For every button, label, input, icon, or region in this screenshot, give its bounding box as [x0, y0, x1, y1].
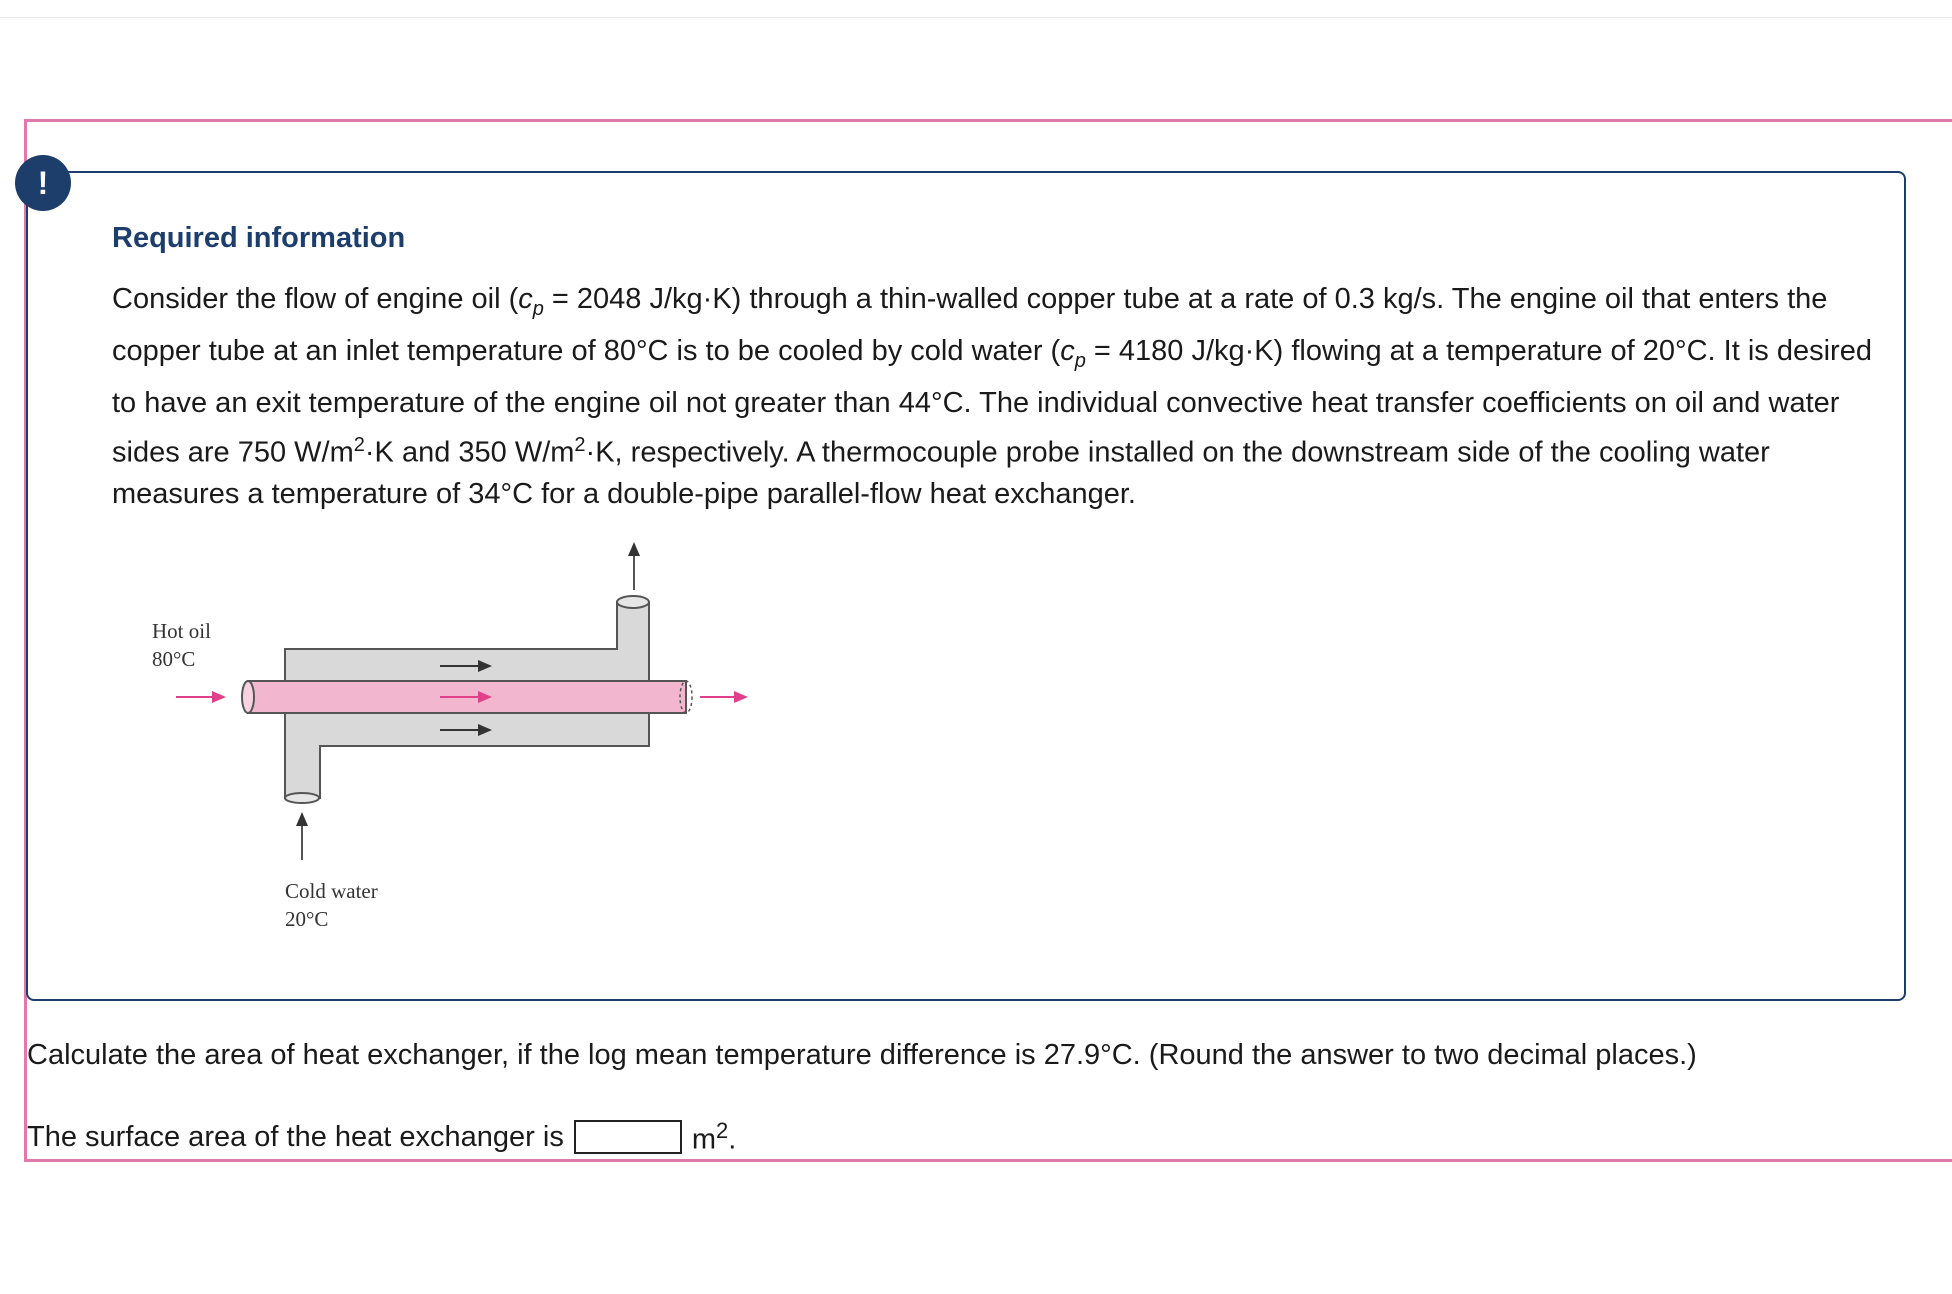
shell-upper [285, 602, 649, 681]
cp-subscript: p [532, 297, 544, 320]
problem-statement [112, 278, 1872, 515]
exclamation-icon: ! [15, 155, 71, 211]
statement-part-4: ·K and 350 W/m [364, 436, 575, 469]
question-prompt: Calculate the area of heat exchanger, if the log mean temperature difference is 27.9°C. (Round the answer to two decimal places.) [27, 1039, 1697, 1071]
cp-symbol-2: c [1060, 334, 1075, 367]
surface-area-input[interactable] [574, 1120, 682, 1154]
answer-row [27, 1118, 736, 1157]
statement-part-5: ·K, respectively. A thermocouple probe installed on the downstream side of the cooling water measures a temperature of 34°C for a double-pipe parallel-flow heat exchanger. [112, 436, 1770, 511]
hot-oil-label: Hot oil [152, 619, 211, 643]
hot-oil-temp: 80°C [152, 647, 196, 671]
water-inlet-arrowhead [296, 812, 308, 826]
shell-inlet-opening [285, 793, 319, 803]
unit-exponent: 2 [716, 1118, 729, 1143]
cold-water-temp: 20°C [285, 907, 329, 931]
top-divider [0, 17, 1952, 18]
heat-exchanger-diagram [140, 530, 780, 950]
cp-symbol: c [518, 283, 533, 315]
squared-superscript-2: 2 [574, 433, 586, 456]
statement-part-2: = 2048 J/kg·K) through a thin-walled copper tube at a rate of 0.3 kg/s. The engine oil that enters the copper tube at an inlet temperature of 80°C is to be cooled by cold water ( [112, 283, 1828, 367]
statement-part-3: = 4180 J/kg·K) flowing at a temperature of 20°C. It is desired to have an exit temperature of the engine oil not greater than 44°C. The individual convective heat transfer coefficients on oil and water sides are 750 W/m [112, 334, 1872, 469]
cold-water-label: Cold water [285, 879, 378, 903]
unit-label [692, 1118, 736, 1157]
oil-outlet-arrowhead [734, 691, 748, 703]
answer-prefix: The surface area of the heat exchanger is [27, 1120, 564, 1153]
shell-outlet-opening [617, 596, 649, 608]
oil-inlet-arrowhead [212, 691, 226, 703]
water-outlet-arrowhead [628, 542, 640, 556]
unit-suffix: . [728, 1123, 737, 1156]
oil-tube-inlet-end [242, 681, 254, 713]
statement-part-1: Consider the flow of engine oil ( [112, 283, 519, 315]
squared-superscript: 2 [353, 433, 365, 456]
cp-subscript-2: p [1074, 349, 1086, 372]
required-info-title: Required information [112, 222, 406, 254]
shell-lower [285, 713, 649, 798]
unit-base: m [691, 1123, 716, 1156]
